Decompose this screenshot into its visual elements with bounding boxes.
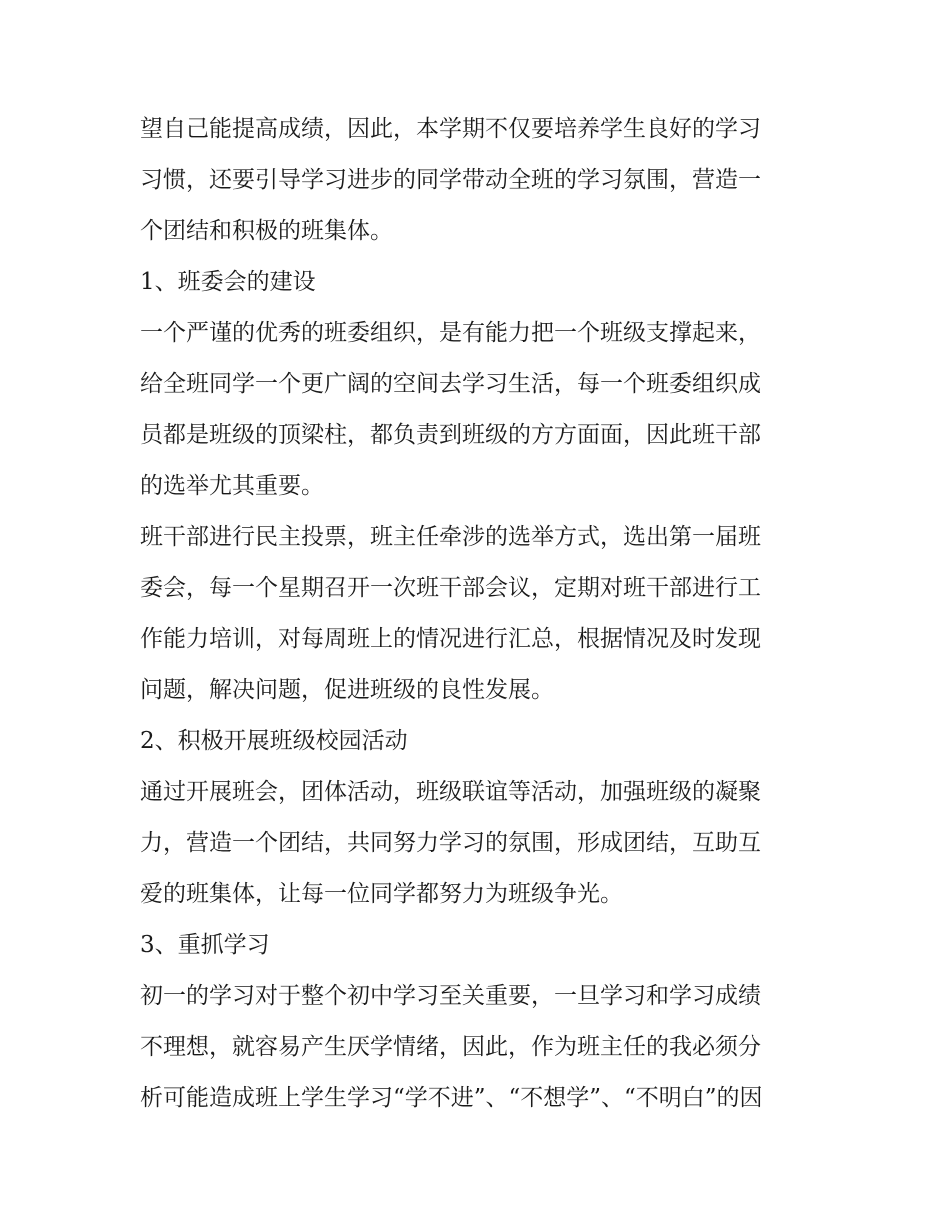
text-line: 习惯，还要引导学习进步的同学带动全班的学习氛围，营造一 bbox=[140, 167, 761, 193]
text-line: 望自己能提高成绩，因此，本学期不仅要培养学生良好的学习 bbox=[140, 116, 761, 142]
text-line: 析可能造成班上学生学习“学不进”、“不想学”、“不明白”的因 bbox=[140, 1085, 763, 1111]
text-line: 个团结和积极的班集体。 bbox=[140, 218, 393, 244]
text-line: 委会，每一个星期召开一次班干部会议，定期对班干部进行工 bbox=[140, 575, 761, 601]
text-line: 给全班同学一个更广阔的空间去学习生活，每一个班委组织成 bbox=[140, 371, 761, 397]
text-line: 不理想，就容易产生厌学情绪，因此，作为班主任的我必须分 bbox=[140, 1034, 761, 1060]
text-line: 问题，解决问题，促进班级的良性发展。 bbox=[140, 677, 554, 703]
text-line: 初一的学习对于整个初中学习至关重要，一旦学习和学习成绩 bbox=[140, 983, 761, 1009]
text-line: 通过开展班会，团体活动，班级联谊等活动，加强班级的凝聚 bbox=[140, 779, 761, 805]
text-line: 作能力培训，对每周班上的情况进行汇总，根据情况及时发现 bbox=[140, 626, 761, 652]
text-line: 一个严谨的优秀的班委组织，是有能力把一个班级支撑起来， bbox=[140, 320, 761, 346]
document-body bbox=[140, 104, 820, 1124]
text-line: 力，营造一个团结，共同努力学习的氛围，形成团结，互助互 bbox=[140, 830, 761, 856]
text-line: 班干部进行民主投票，班主任牵涉的选举方式，选出第一届班 bbox=[140, 524, 761, 550]
section-heading-2: 2、积极开展班级校园活动 bbox=[140, 728, 408, 754]
text-line: 员都是班级的顶梁柱，都负责到班级的方方面面，因此班干部 bbox=[140, 422, 761, 448]
text-line: 爱的班集体，让每一位同学都努力为班级争光。 bbox=[140, 881, 623, 907]
section-heading-3: 3、重抓学习 bbox=[140, 932, 270, 958]
section-heading-1: 1、班委会的建设 bbox=[140, 269, 316, 295]
text-line: 的选举尤其重要。 bbox=[140, 473, 324, 499]
